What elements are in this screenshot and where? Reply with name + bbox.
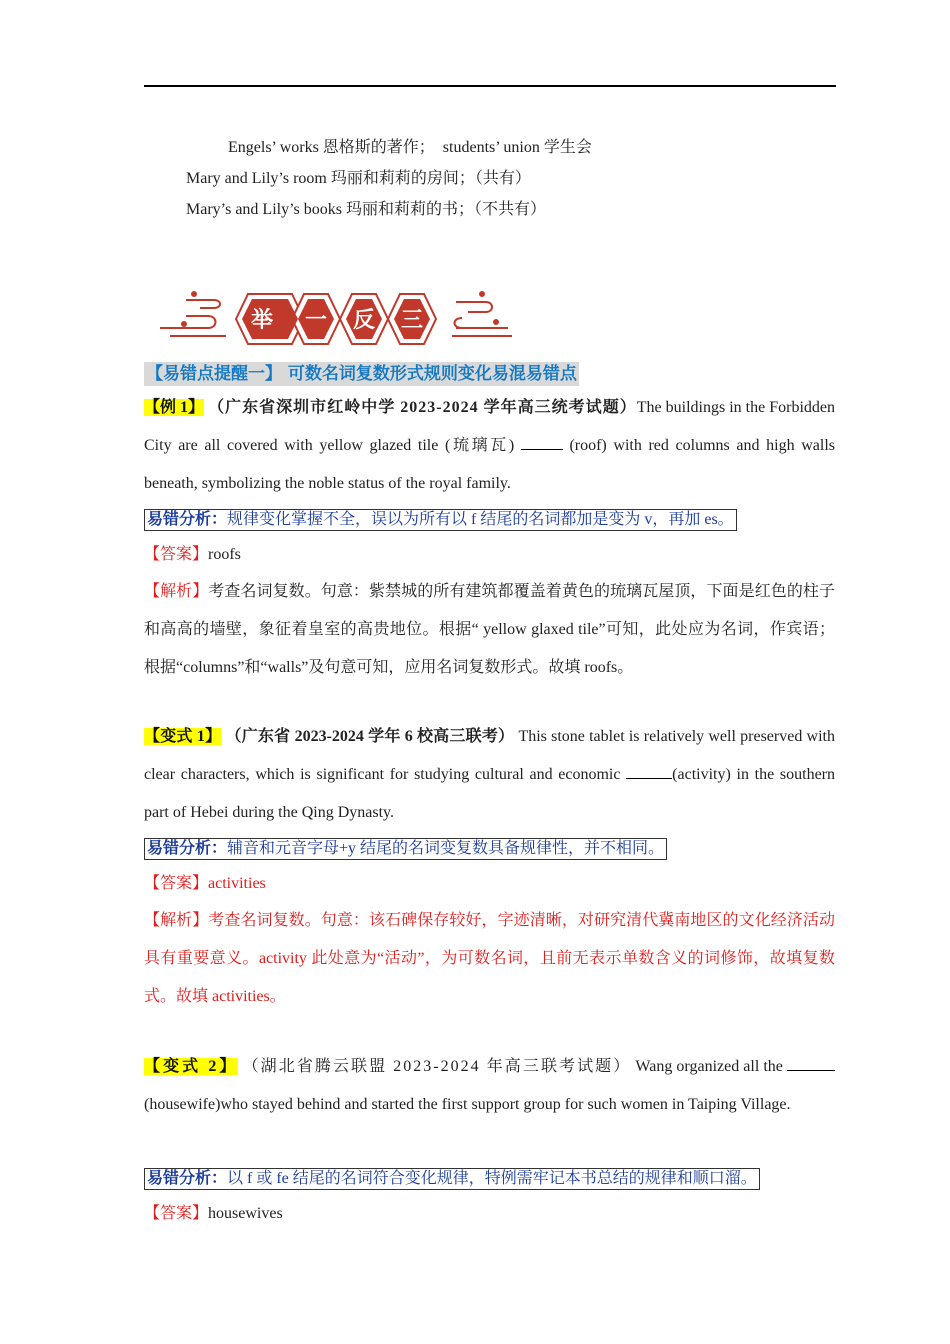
variant1-blank [626, 764, 672, 779]
variant1-analysis-label: 易错分析： [147, 840, 228, 857]
intro-line-2: Mary and Lily’s room 玛丽和莉莉的房间；（共有） [186, 170, 531, 187]
variant2-text-b: (housewife)who stayed behind and started the first support group for such women in Taiping Village. [144, 1096, 791, 1113]
banner-graphic [156, 288, 516, 350]
banner-char-4: 三 [400, 308, 424, 333]
variant2-source: （湖北省腾云联盟 2023-2024 年高三联考试题） [242, 1058, 632, 1075]
left-swirl-decoration [160, 292, 226, 336]
right-swirl-decoration [452, 292, 512, 336]
banner-char-1: 举 [250, 308, 274, 333]
section-heading: 【易错点提醒一】 可数名词复数形式规则变化易混易错点 [146, 364, 577, 384]
variant1-explain-label: 【解析】 [144, 912, 209, 929]
intro-line-3: Mary’s and Lily’s books 玛丽和莉莉的书；（不共有） [186, 201, 546, 218]
banner-char-2: 一 [304, 308, 328, 333]
variant1-answer-value: activities [208, 875, 266, 892]
example1-answer-label: 【答案】 [144, 546, 209, 563]
variant2-analysis-box [144, 1168, 760, 1190]
variant1-question [144, 718, 835, 832]
example1-blank [521, 435, 563, 450]
variant2-question [144, 1048, 835, 1124]
variant1-source: （广东省 2023-2024 学年 6 校高三联考） [225, 728, 515, 745]
variant2-answer-label: 【答案】 [144, 1205, 209, 1222]
example1-analysis-box [144, 509, 737, 531]
intro-line-1: Engels’ works 恩格斯的著作； students’ union 学生会 [228, 139, 592, 156]
variant2-answer [144, 1204, 283, 1224]
variant1-answer-label: 【答案】 [144, 875, 209, 892]
variant1-explain-text: 考查名词复数。句意：该石碑保存较好，字迹清晰，对研究清代冀南地区的文化经济活动具有重要意义。activity 此处意为“活动”，为可数名词，且前无表示单数含义的词修饰，故填复数式。故填 activities。 [144, 912, 835, 1005]
example1-text-b: (roof) with red columns and high walls beneath, symbolizing the noble status of the royal family. [144, 437, 835, 492]
example1-answer [144, 545, 241, 565]
variant1-text-b: (activity) in the southern part of Hebei during the Qing Dynasty. [144, 766, 836, 821]
example1-explain-label: 【解析】 [144, 583, 209, 600]
variant2-blank [787, 1056, 835, 1071]
variant1-text-a: This stone tablet is relatively well preserved with clear characters, which is significant for studying cultural and economic [144, 728, 835, 783]
header-rule [144, 85, 836, 87]
variant1-analysis-box [144, 838, 667, 860]
variant1-tag: 【变式 1】 [144, 728, 222, 745]
variant2-answer-value: housewives [208, 1205, 283, 1222]
example1-question [144, 389, 835, 503]
variant2-text-a: Wang organized all the [631, 1058, 787, 1075]
variant1-explanation [144, 902, 835, 1016]
variant2-analysis-label: 易错分析： [147, 1170, 228, 1187]
variant1-analysis-text: 辅音和元音字母+y 结尾的名词变复数具备规律性，并不相同。 [227, 840, 665, 857]
example1-explanation [144, 573, 835, 687]
example1-explain-text: 考查名词复数。句意：紫禁城的所有建筑都覆盖着黄色的琉璃瓦屋顶，下面是红色的柱子和高高的墙壁，象征着皇室的高贵地位。根据“ yellow glaxed tile”可知，此处应为名词，作宾语；根据“columns”和“walls”及句意可知，应用名词复数形式。故填 roofs。 [144, 583, 835, 676]
example1-answer-value: roofs [208, 546, 241, 563]
example1-text-a: The buildings in the Forbidden City are all covered with yellow glazed tile (琉璃瓦) [144, 399, 835, 454]
banner-char-3: 反 [352, 308, 376, 333]
variant2-analysis-text: 以 f 或 fe 结尾的名词符合变化规律，特例需牢记本书总结的规律和顺口溜。 [227, 1170, 757, 1187]
example1-analysis-label: 易错分析： [147, 511, 228, 528]
variant2-tag: 【变式 2】 [144, 1058, 239, 1075]
variant1-answer [144, 874, 266, 894]
example1-tag: 【例 1】 [144, 399, 205, 416]
example1-analysis-text: 规律变化掌握不全，误以为所有以 f 结尾的名词都加是变为 v，再加 es。 [227, 511, 734, 528]
example1-source: （广东省深圳市红岭中学 2023-2024 学年高三统考试题） [208, 399, 637, 416]
